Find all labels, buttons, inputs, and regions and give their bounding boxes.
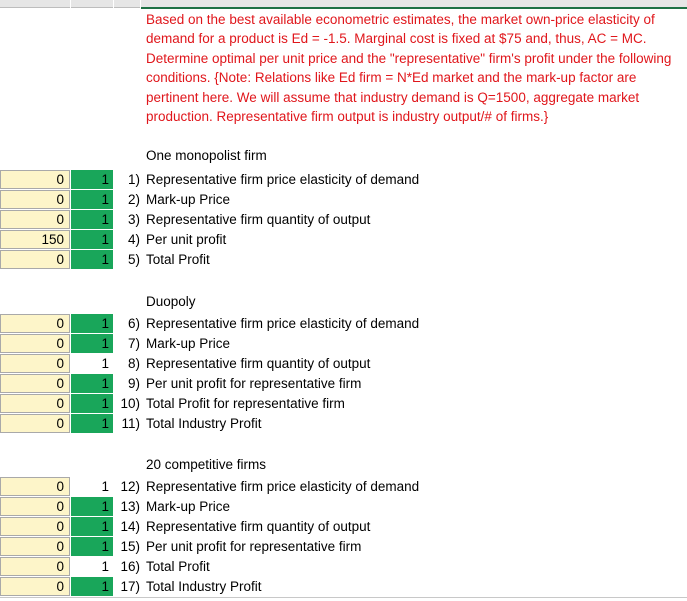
section-title: 20 competitive firms xyxy=(146,457,267,472)
question-label: Representative firm quantity of output xyxy=(146,212,371,227)
answer-cell[interactable]: 0 xyxy=(0,170,70,189)
question-label: Representative firm price elasticity of demand xyxy=(146,479,420,494)
table-row xyxy=(0,354,687,374)
check-cell[interactable]: 1 xyxy=(71,170,113,189)
answer-cell[interactable]: 150 xyxy=(0,230,70,249)
question-label: Total Industry Profit xyxy=(146,416,262,431)
answer-cell[interactable]: 0 xyxy=(0,250,70,269)
question-label: Representative firm quantity of output xyxy=(146,519,371,534)
check-cell[interactable]: 1 xyxy=(71,537,113,556)
question-number: 11) xyxy=(121,416,140,431)
check-cell[interactable]: 1 xyxy=(101,559,109,574)
column-header-b[interactable] xyxy=(71,0,113,8)
question-number: 2) xyxy=(127,192,140,207)
answer-cell[interactable]: 0 xyxy=(0,517,70,536)
table-row xyxy=(0,210,687,230)
table-row xyxy=(0,230,687,250)
question-number: 14) xyxy=(120,519,140,534)
answer-cell[interactable]: 0 xyxy=(0,477,70,496)
table-row xyxy=(0,477,687,497)
question-label: Total Profit for representative firm xyxy=(146,396,345,411)
answer-cell[interactable]: 0 xyxy=(0,354,70,373)
answer-cell[interactable]: 0 xyxy=(0,577,70,596)
question-number: 17) xyxy=(120,579,140,594)
table-row xyxy=(0,250,687,270)
question-number: 9) xyxy=(127,376,140,391)
question-label: Representative firm price elasticity of demand xyxy=(146,172,420,187)
sheet-border xyxy=(0,597,687,598)
answer-cell[interactable]: 0 xyxy=(0,414,70,433)
question-label: Per unit profit for representative firm xyxy=(146,376,362,391)
check-cell[interactable]: 1 xyxy=(71,334,113,353)
question-label: Per unit profit for representative firm xyxy=(146,539,362,554)
table-row xyxy=(0,394,687,414)
question-label: Mark-up Price xyxy=(146,192,231,207)
section-title: Duopoly xyxy=(146,294,196,309)
answer-cell[interactable]: 0 xyxy=(0,537,70,556)
table-row xyxy=(0,334,687,354)
question-label: Mark-up Price xyxy=(146,336,231,351)
check-cell[interactable]: 1 xyxy=(71,230,113,249)
answer-cell[interactable]: 0 xyxy=(0,374,70,393)
answer-cell[interactable]: 0 xyxy=(0,394,70,413)
table-row xyxy=(0,497,687,517)
check-cell[interactable]: 1 xyxy=(101,356,109,371)
question-number: 1) xyxy=(127,172,140,187)
question-label: Total Profit xyxy=(146,559,210,574)
answer-cell[interactable]: 0 xyxy=(0,497,70,516)
question-number: 4) xyxy=(127,232,140,247)
check-cell[interactable]: 1 xyxy=(71,577,113,596)
question-number: 3) xyxy=(127,212,140,227)
check-cell[interactable]: 1 xyxy=(71,374,113,393)
column-header-d[interactable] xyxy=(141,0,687,9)
section-title: One monopolist firm xyxy=(146,148,267,163)
check-cell[interactable]: 1 xyxy=(71,394,113,413)
check-cell[interactable]: 1 xyxy=(71,190,113,209)
question-label: Representative firm quantity of output xyxy=(146,356,371,371)
question-number: 8) xyxy=(127,356,140,371)
question-label: Total Profit xyxy=(146,252,210,267)
table-row xyxy=(0,517,687,537)
table-row xyxy=(0,557,687,577)
answer-cell[interactable]: 0 xyxy=(0,314,70,333)
question-number: 16) xyxy=(120,559,140,574)
table-row xyxy=(0,190,687,210)
check-cell[interactable]: 1 xyxy=(101,479,109,494)
question-number: 6) xyxy=(127,316,140,331)
table-row xyxy=(0,414,687,434)
column-header-a[interactable] xyxy=(0,0,70,8)
check-cell[interactable]: 1 xyxy=(71,517,113,536)
column-header-c[interactable] xyxy=(114,0,140,8)
check-cell[interactable]: 1 xyxy=(71,314,113,333)
table-row xyxy=(0,577,687,597)
question-label: Representative firm price elasticity of demand xyxy=(146,316,420,331)
table-row xyxy=(0,374,687,394)
check-cell[interactable]: 1 xyxy=(71,250,113,269)
question-number: 15) xyxy=(120,539,140,554)
check-cell[interactable]: 1 xyxy=(71,210,113,229)
question-label: Per unit profit xyxy=(146,232,227,247)
check-cell[interactable]: 1 xyxy=(71,414,113,433)
table-row xyxy=(0,170,687,190)
question-number: 5) xyxy=(127,252,140,267)
question-label: Total Industry Profit xyxy=(146,579,262,594)
question-number: 10) xyxy=(120,396,140,411)
question-number: 7) xyxy=(127,336,140,351)
question-number: 13) xyxy=(120,499,140,514)
answer-cell[interactable]: 0 xyxy=(0,557,70,576)
table-row xyxy=(0,537,687,557)
question-number: 12) xyxy=(120,479,140,494)
problem-description: Based on the best available econometric estimates, the market own-price elasticity of demand for a product is Ed = -1.5. Marginal cost is fixed at $75 and, thus, AC = MC. Determine optimal per unit price and the "representative" firm's profit under the following conditions. {Note: Relations like Ed firm = N*Ed market and the mark-up factor are pertinent here. We will assume that industry demand is Q=1500, aggregate market production. Representative firm output is industry output/# of firms.} xyxy=(146,12,672,125)
table-row xyxy=(0,314,687,334)
question-label: Mark-up Price xyxy=(146,499,231,514)
check-cell[interactable]: 1 xyxy=(71,497,113,516)
answer-cell[interactable]: 0 xyxy=(0,334,70,353)
answer-cell[interactable]: 0 xyxy=(0,190,70,209)
answer-cell[interactable]: 0 xyxy=(0,210,70,229)
